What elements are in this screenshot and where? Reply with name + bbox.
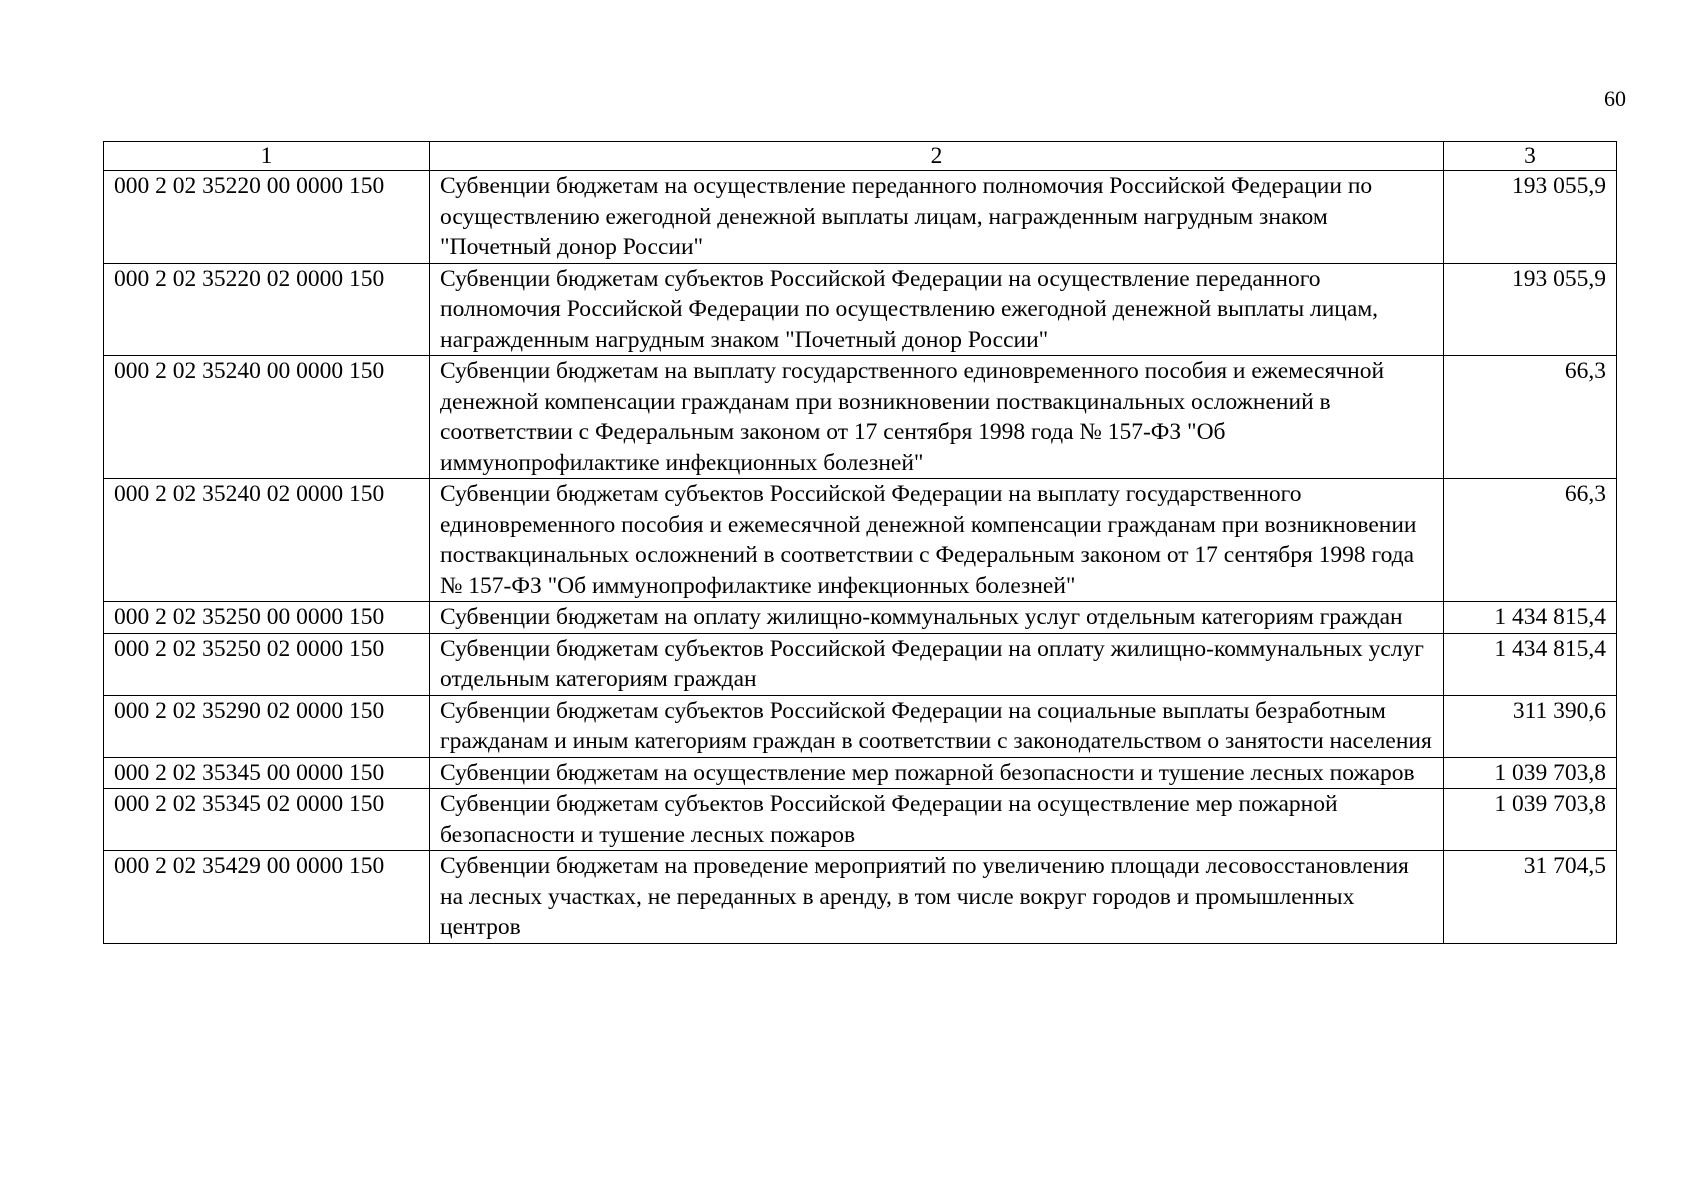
budget-description: Субвенции бюджетам субъектов Российской Федерации на социальные выплаты безработным гражданам и иным категориям граждан в соответствии с законодательством о занятости населения xyxy=(430,695,1444,757)
budget-amount: 31 704,5 xyxy=(1444,851,1617,944)
budget-code: 000 2 02 35290 02 0000 150 xyxy=(104,695,430,757)
table-header-row xyxy=(104,142,1617,171)
budget-amount: 1 434 815,4 xyxy=(1444,633,1617,695)
budget-amount: 193 055,9 xyxy=(1444,171,1617,264)
budget-description: Субвенции бюджетам субъектов Российской Федерации на осуществление переданного полномочия Российской Федерации по осуществлению ежегодной денежной выплаты лицам, награжденным нагрудным знаком "Почетный донор России" xyxy=(430,263,1444,356)
budget-amount: 1 434 815,4 xyxy=(1444,602,1617,634)
budget-code: 000 2 02 35429 00 0000 150 xyxy=(104,851,430,944)
table-row xyxy=(104,633,1617,695)
table-row xyxy=(104,851,1617,944)
budget-table xyxy=(103,141,1617,944)
budget-amount: 311 390,6 xyxy=(1444,695,1617,757)
column-header-amount: 3 xyxy=(1444,142,1617,171)
table-row xyxy=(104,263,1617,356)
budget-code: 000 2 02 35345 00 0000 150 xyxy=(104,757,430,789)
budget-code: 000 2 02 35240 00 0000 150 xyxy=(104,356,430,479)
budget-amount: 1 039 703,8 xyxy=(1444,789,1617,851)
page-number: 60 xyxy=(1604,86,1626,111)
budget-description: Субвенции бюджетам на осуществление переданного полномочия Российской Федерации по осуществлению ежегодной денежной выплаты лицам, награжденным нагрудным знаком "Почетный донор России" xyxy=(430,171,1444,264)
budget-code: 000 2 02 35250 02 0000 150 xyxy=(104,633,430,695)
budget-description: Субвенции бюджетам субъектов Российской Федерации на выплату государственного единовременного пособия и ежемесячной денежной компенсации гражданам при возникновении поствакцинальных осложнений в соответствии с Федеральным законом от 17 сентября 1998 года № 157-ФЗ "Об иммунопрофилактике инфекционных болезней" xyxy=(430,479,1444,602)
budget-amount: 1 039 703,8 xyxy=(1444,757,1617,789)
budget-description: Субвенции бюджетам на осуществление мер пожарной безопасности и тушение лесных пожаров xyxy=(430,757,1444,789)
table-row xyxy=(104,171,1617,264)
table-row xyxy=(104,602,1617,634)
budget-description: Субвенции бюджетам на оплату жилищно-коммунальных услуг отдельным категориям граждан xyxy=(430,602,1444,634)
budget-code: 000 2 02 35250 00 0000 150 xyxy=(104,602,430,634)
budget-description: Субвенции бюджетам на выплату государственного единовременного пособия и ежемесячной денежной компенсации гражданам при возникновении поствакцинальных осложнений в соответствии с Федеральным законом от 17 сентября 1998 года № 157-ФЗ "Об иммунопрофилактике инфекционных болезней" xyxy=(430,356,1444,479)
table-row xyxy=(104,356,1617,479)
table-row xyxy=(104,757,1617,789)
budget-code: 000 2 02 35345 02 0000 150 xyxy=(104,789,430,851)
budget-amount: 193 055,9 xyxy=(1444,263,1617,356)
budget-code: 000 2 02 35240 02 0000 150 xyxy=(104,479,430,602)
table-row xyxy=(104,695,1617,757)
budget-amount: 66,3 xyxy=(1444,356,1617,479)
budget-amount: 66,3 xyxy=(1444,479,1617,602)
budget-description: Субвенции бюджетам субъектов Российской Федерации на осуществление мер пожарной безопасности и тушение лесных пожаров xyxy=(430,789,1444,851)
column-header-text: 2 xyxy=(430,142,1444,171)
column-header-code: 1 xyxy=(104,142,430,171)
budget-code: 000 2 02 35220 02 0000 150 xyxy=(104,263,430,356)
budget-description: Субвенции бюджетам субъектов Российской Федерации на оплату жилищно-коммунальных услуг отдельным категориям граждан xyxy=(430,633,1444,695)
table-row xyxy=(104,789,1617,851)
budget-description: Субвенции бюджетам на проведение мероприятий по увеличению площади лесовосстановления на лесных участках, не переданных в аренду, в том числе вокруг городов и промышленных центров xyxy=(430,851,1444,944)
table-row xyxy=(104,479,1617,602)
budget-code: 000 2 02 35220 00 0000 150 xyxy=(104,171,430,264)
